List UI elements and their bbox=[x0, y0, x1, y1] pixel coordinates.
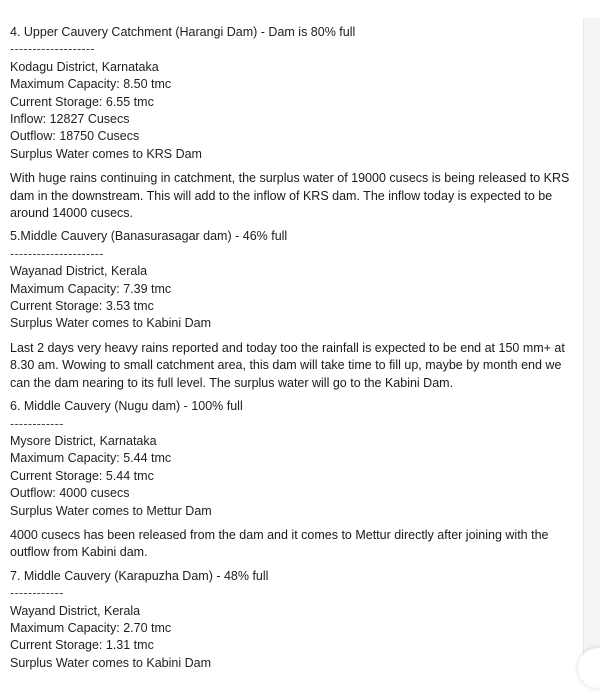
surplus-line: Surplus Water comes to Kabini Dam bbox=[10, 655, 212, 670]
floating-action-button[interactable] bbox=[578, 648, 600, 688]
dam-section-karapuzha bbox=[10, 568, 578, 672]
outflow-line: Outflow: 18750 Cusecs bbox=[10, 129, 140, 144]
section-title: 7. Middle Cauvery (Karapuzha Dam) - 48% full bbox=[10, 568, 269, 583]
current-storage-line: Current Storage: 6.55 tmc bbox=[10, 94, 154, 109]
section-title: 6. Middle Cauvery (Nugu dam) - 100% full bbox=[10, 399, 243, 414]
section-paragraph: With huge rains continuing in catchment, the surplus water of 19000 cusecs is being released to KRS dam in the downstream. This will add to the inflow of KRS dam. The inflow today is expected to be around 14000 cusecs. bbox=[10, 171, 570, 221]
current-storage-line: Current Storage: 3.53 tmc bbox=[10, 299, 154, 314]
section-divider: --------------------- bbox=[10, 246, 104, 261]
post-content bbox=[10, 24, 578, 672]
max-capacity-line: Maximum Capacity: 8.50 tmc bbox=[10, 77, 172, 92]
inflow-line: Inflow: 12827 Cusecs bbox=[10, 112, 130, 127]
surplus-line: Surplus Water comes to Mettur Dam bbox=[10, 503, 212, 518]
current-storage-line: Current Storage: 1.31 tmc bbox=[10, 638, 154, 653]
section-divider: ------------ bbox=[10, 586, 64, 601]
section-paragraph: 4000 cusecs has been released from the dam and it comes to Mettur directly after joining with the outflow from Kabini dam. bbox=[10, 527, 549, 560]
side-panel-edge bbox=[583, 18, 600, 682]
section-title: 4. Upper Cauvery Catchment (Harangi Dam) - Dam is 80% full bbox=[10, 25, 356, 39]
max-capacity-line: Maximum Capacity: 7.39 tmc bbox=[10, 281, 172, 296]
section-title: 5.Middle Cauvery (Banasurasagar dam) - 46% full bbox=[10, 229, 288, 244]
section-divider: ------------ bbox=[10, 416, 64, 431]
section-divider: ------------------- bbox=[10, 42, 95, 57]
max-capacity-line: Maximum Capacity: 2.70 tmc bbox=[10, 620, 172, 635]
surplus-line: Surplus Water comes to Kabini Dam bbox=[10, 316, 212, 331]
max-capacity-line: Maximum Capacity: 5.44 tmc bbox=[10, 451, 172, 466]
surplus-line: Surplus Water comes to KRS Dam bbox=[10, 146, 202, 161]
outflow-line: Outflow: 4000 cusecs bbox=[10, 486, 130, 501]
district-line: Wayand District, Kerala bbox=[10, 603, 141, 618]
district-line: Mysore District, Karnataka bbox=[10, 433, 157, 448]
dam-section-harangi bbox=[10, 24, 578, 222]
district-line: Kodagu District, Karnataka bbox=[10, 59, 159, 74]
current-storage-line: Current Storage: 5.44 tmc bbox=[10, 468, 154, 483]
dam-section-nugu bbox=[10, 398, 578, 562]
dam-section-banasurasagar bbox=[10, 228, 578, 392]
section-paragraph: Last 2 days very heavy rains reported and today too the rainfall is expected to be end at 150 mm+ at 8.30 am. Wowing to small catchment area, this dam will take time to fill up, maybe by month end we can the dam nearing to its full level. The surplus water will go to the Kabini Dam. bbox=[10, 340, 565, 390]
district-line: Wayanad District, Kerala bbox=[10, 264, 148, 279]
